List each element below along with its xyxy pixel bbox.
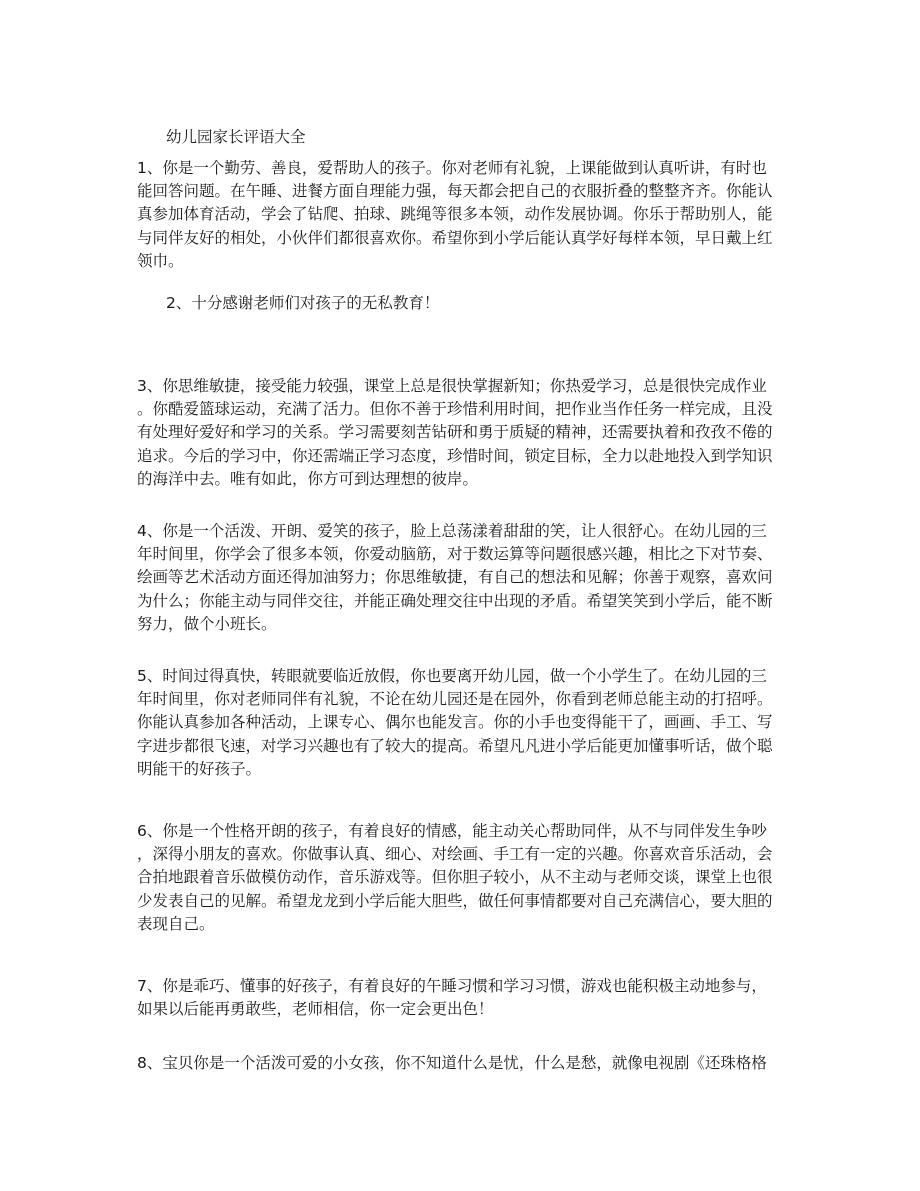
text-line: 明能干的好孩子。: [137, 759, 262, 778]
comment-paragraph-8: [137, 1052, 767, 1075]
text-line: 年时间里，你学会了很多本领，你爱动脑筋，对于数运算等问题很感兴趣，相比之下对节奏、: [137, 545, 773, 564]
text-line: 字进步都很飞速，对学习兴趣也有了较大的提高。希望凡凡进小学后能更加懂事听话，做个聪: [137, 736, 773, 755]
text-line: 为什么；你能主动与同伴交往，并能正确处理交往中出现的矛盾。希望笑笑到小学后，能不断: [137, 591, 773, 610]
text-line: 有处理好爱好和学习的关系。学习需要刻苦钻研和勇于质疑的精神，还需要执着和孜孜不倦的: [137, 423, 773, 442]
text-line: 8、宝贝你是一个活泼可爱的小女孩，你不知道什么是忧，什么是愁，就像电视剧《还珠格格: [137, 1054, 767, 1072]
text-line: 如果以后能再勇敢些，老师相信，你一定会更出色！: [137, 1000, 494, 1019]
text-line: 4、你是一个活泼、开朗、爱笑的孩子，脸上总荡漾着甜甜的笑，让人很舒心。在幼儿园的三: [137, 522, 767, 540]
comment-paragraph-5: [137, 665, 773, 781]
text-line: 追求。今后的学习中，你还需端正学习态度，珍惜时间，锁定目标，全力以赴地投入到学知识: [137, 446, 773, 465]
text-line: 1、你是一个勤劳、善良，爱帮助人的孩子。你对老师有礼貌，上课能做到认真听讲，有时也: [137, 159, 767, 177]
text-line: 合拍地跟着音乐做模仿动作，音乐游戏等。但你胆子较小，从不主动与老师交谈，课堂上也很: [137, 868, 773, 887]
text-line: 。你酷爱篮球运动，充满了活力。但你不善于珍惜利用时间，把作业当作任务一样完成，且没: [137, 400, 773, 419]
text-line: 3、你思维敏捷，接受能力较强，课堂上总是很快掌握新知；你热爱学习，总是很快完成作业: [137, 377, 767, 395]
text-line: 领巾。: [137, 251, 184, 270]
text-line: 绘画等艺术活动方面还得加油努力；你思维敏捷，有自己的想法和见解；你善于观察，喜欢问: [137, 568, 773, 587]
text-line: 真参加体育活动，学会了钻爬、拍球、跳绳等很多本领，动作发展协调。你乐于帮助别人，能: [137, 205, 773, 224]
text-line: 努力，做个小班长。: [137, 614, 277, 633]
comment-paragraph-1: [137, 157, 773, 273]
comment-paragraph-2: [166, 292, 439, 315]
text-line: 的海洋中去。唯有如此，你方可到达理想的彼岸。: [137, 469, 479, 488]
text-line: 能回答问题。在午睡、进餐方面自理能力强，每天都会把自己的衣服折叠的整整齐齐。你能认: [137, 182, 773, 201]
text-line: 5、时间过得真快，转眼就要临近放假，你也要离开幼儿园，做一个小学生了。在幼儿园的三: [137, 667, 767, 685]
comment-paragraph-7: [137, 975, 767, 1021]
document-title: 幼儿园家长评语大全: [166, 128, 306, 146]
text-line: ，深得小朋友的喜欢。你做事认真、细心、对绘画、手工有一定的兴趣。你喜欢音乐活动，会: [137, 845, 773, 864]
text-line: 7、你是乖巧、懂事的好孩子，有着良好的午睡习惯和学习习惯，游戏也能积极主动地参与，: [137, 977, 767, 995]
comment-paragraph-4: [137, 520, 773, 636]
comment-paragraph-3: [137, 375, 773, 491]
text-line: 年时间里，你对老师同伴有礼貌，不论在幼儿园还是在园外，你看到老师总能主动的打招呼。: [137, 690, 773, 709]
comment-paragraph-6: [137, 820, 773, 936]
text-line: 与同伴友好的相处，小伙伴们都很喜欢你。希望你到小学后能认真学好每样本领，早日戴上红: [137, 228, 773, 247]
text-line: 你能认真参加各种活动，上课专心、偶尔也能发言。你的小手也变得能干了，画画、手工、写: [137, 713, 773, 732]
text-line: 2、十分感谢老师们对孩子的无私教育！: [166, 294, 440, 312]
text-line: 少发表自己的见解。希望龙龙到小学后能大胆些，做任何事情都要对自己充满信心，要大胆的: [137, 891, 773, 910]
text-line: 6、你是一个性格开朗的孩子，有着良好的情感，能主动关心帮助同伴，从不与同伴发生争吵: [137, 822, 767, 840]
text-line: 表现自己。: [137, 914, 215, 933]
